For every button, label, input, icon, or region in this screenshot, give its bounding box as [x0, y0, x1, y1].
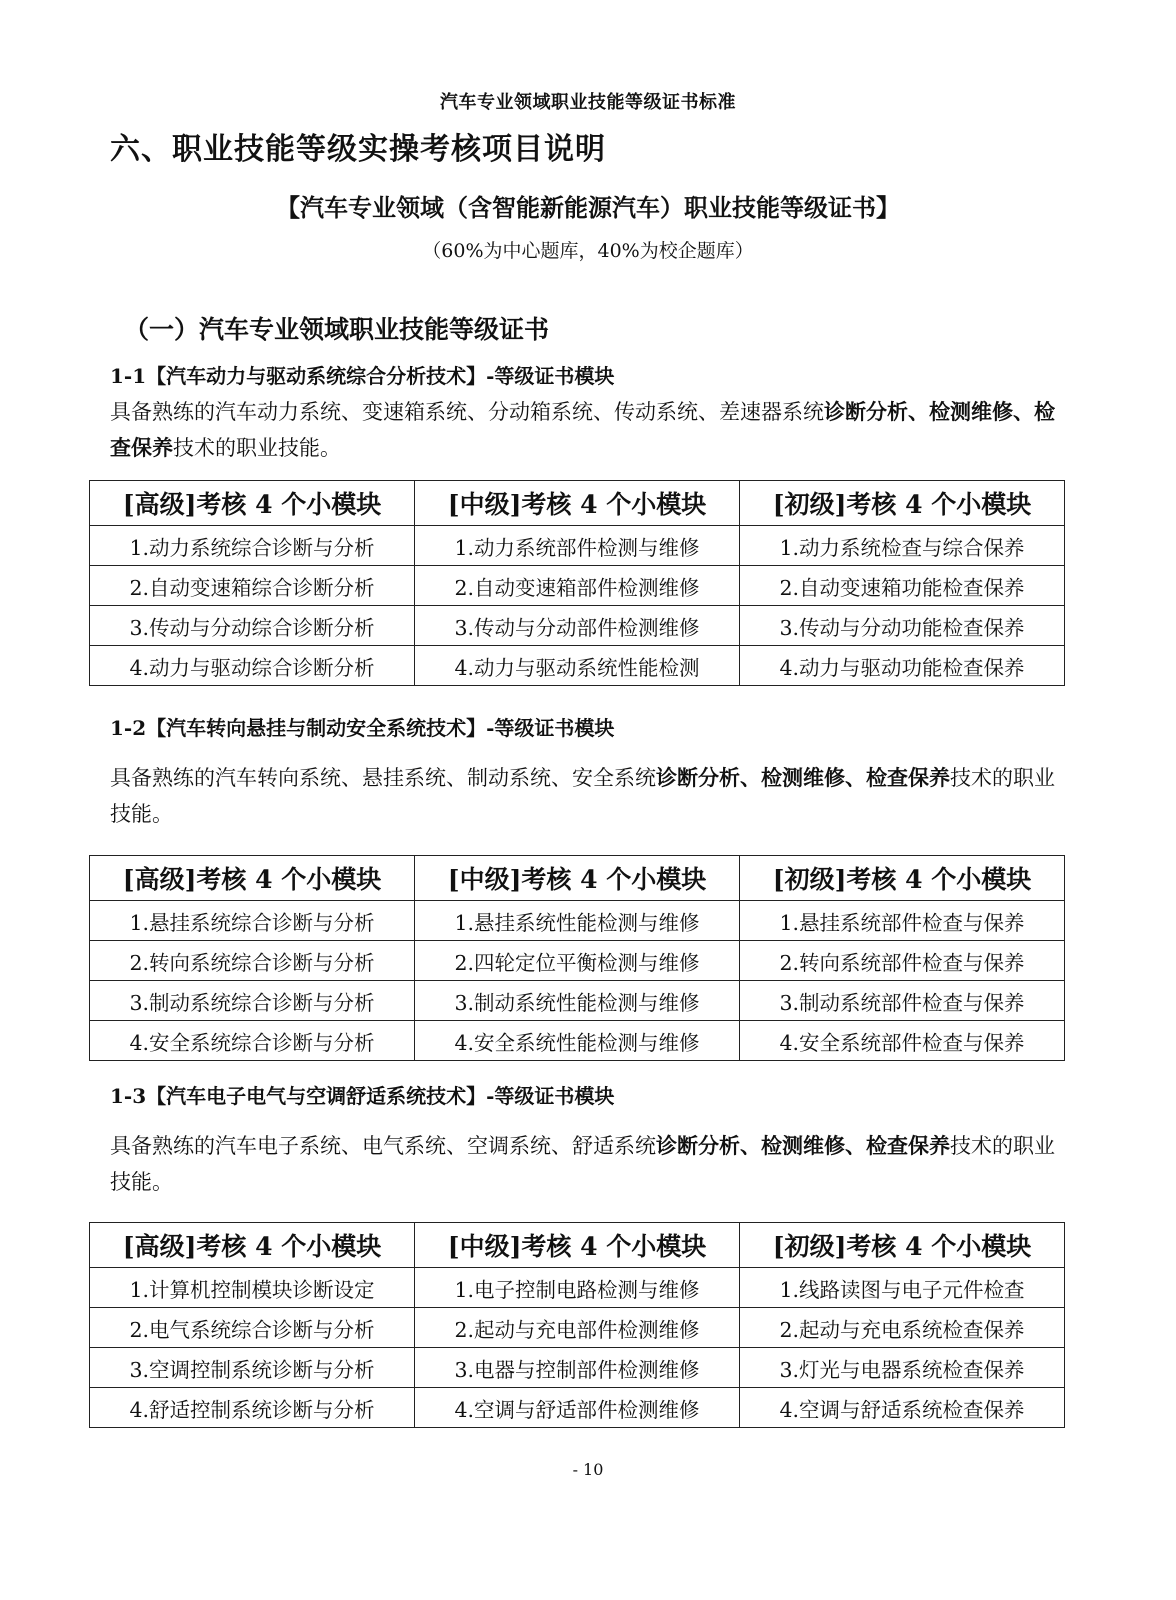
- module-heading: 1-3【汽车电子电气与空调舒适系统技术】-等级证书模块: [110, 1084, 615, 1108]
- description-text: 具备熟练的汽车动力系统、变速箱系统、分动箱系统、传动系统、差速器系统: [110, 400, 824, 424]
- header-advanced: [高级]考核 4 个小模块: [90, 1223, 415, 1268]
- table-cell: 3.制动系统性能检测与维修: [415, 981, 740, 1021]
- table-row: [90, 1268, 1065, 1308]
- table-cell: 3.传动与分动综合诊断分析: [90, 606, 415, 646]
- module-heading: 1-2【汽车转向悬挂与制动安全系统技术】-等级证书模块: [110, 716, 615, 740]
- section-title: 六、职业技能等级实操考核项目说明: [110, 132, 606, 167]
- table-row: [90, 646, 1065, 686]
- table-cell: 3.空调控制系统诊断与分析: [90, 1348, 415, 1388]
- table-row: [90, 1388, 1065, 1428]
- table-cell: 1.悬挂系统性能检测与维修: [415, 901, 740, 941]
- header-beginner: [初级]考核 4 个小模块: [740, 481, 1065, 526]
- table-cell: 1.动力系统检查与综合保养: [740, 526, 1065, 566]
- module-description: [110, 394, 1070, 466]
- running-header: 汽车专业领域职业技能等级证书标准: [440, 92, 736, 113]
- header-intermediate: [中级]考核 4 个小模块: [415, 481, 740, 526]
- description-tail: 技术的职业技能。: [173, 436, 341, 460]
- table-row: [90, 1308, 1065, 1348]
- table-cell: 1.动力系统部件检测与维修: [415, 526, 740, 566]
- module-description: [110, 1128, 1070, 1200]
- table-row: [90, 1021, 1065, 1061]
- table-header-row: [90, 1223, 1065, 1268]
- table-cell: 4.动力与驱动功能检查保养: [740, 646, 1065, 686]
- description-bold: 诊断分析、检测维修、检查保养: [656, 765, 950, 790]
- table-row: [90, 606, 1065, 646]
- table-cell: 2.起动与充电部件检测维修: [415, 1308, 740, 1348]
- table-cell: 2.自动变速箱部件检测维修: [415, 566, 740, 606]
- table-cell: 4.安全系统综合诊断与分析: [90, 1021, 415, 1061]
- certificate-title: 【汽车专业领域（含智能新能源汽车）职业技能等级证书】: [276, 193, 900, 222]
- table-row: [90, 941, 1065, 981]
- description-tail: 技术的职业技能。: [110, 1134, 1055, 1194]
- table-row: [90, 566, 1065, 606]
- table-cell: 3.灯光与电器系统检查保养: [740, 1348, 1065, 1388]
- table-cell: 3.电器与控制部件检测维修: [415, 1348, 740, 1388]
- table-cell: 3.制动系统部件检查与保养: [740, 981, 1065, 1021]
- table-row: [90, 901, 1065, 941]
- table-cell: 1.计算机控制模块诊断设定: [90, 1268, 415, 1308]
- table-cell: 4.动力与驱动综合诊断分析: [90, 646, 415, 686]
- table-row: [90, 1348, 1065, 1388]
- table-cell: 4.安全系统部件检查与保养: [740, 1021, 1065, 1061]
- page-number: - 10: [572, 1460, 604, 1479]
- table-cell: 1.悬挂系统部件检查与保养: [740, 901, 1065, 941]
- table-cell: 2.四轮定位平衡检测与维修: [415, 941, 740, 981]
- table-cell: 1.动力系统综合诊断与分析: [90, 526, 415, 566]
- table-cell: 3.传动与分动部件检测维修: [415, 606, 740, 646]
- table-cell: 4.安全系统性能检测与维修: [415, 1021, 740, 1061]
- description-bold: 诊断分析、检测维修、检查保养: [656, 1133, 950, 1158]
- description-text: 具备熟练的汽车转向系统、悬挂系统、制动系统、安全系统: [110, 766, 656, 790]
- header-advanced: [高级]考核 4 个小模块: [90, 481, 415, 526]
- table-cell: 1.电子控制电路检测与维修: [415, 1268, 740, 1308]
- table-cell: 2.转向系统综合诊断与分析: [90, 941, 415, 981]
- header-advanced: [高级]考核 4 个小模块: [90, 856, 415, 901]
- description-text: 具备熟练的汽车电子系统、电气系统、空调系统、舒适系统: [110, 1134, 656, 1158]
- table-cell: 3.制动系统综合诊断与分析: [90, 981, 415, 1021]
- module-heading: 1-1【汽车动力与驱动系统综合分析技术】-等级证书模块: [110, 364, 615, 388]
- table-cell: 2.转向系统部件检查与保养: [740, 941, 1065, 981]
- table-row: [90, 981, 1065, 1021]
- subsection-title: （一）汽车专业领域职业技能等级证书: [124, 315, 550, 344]
- table-cell: 3.传动与分动功能检查保养: [740, 606, 1065, 646]
- module-table: [89, 1222, 1065, 1428]
- module-table: [89, 480, 1065, 686]
- table-cell: 4.动力与驱动系统性能检测: [415, 646, 740, 686]
- table-cell: 4.舒适控制系统诊断与分析: [90, 1388, 415, 1428]
- module-table: [89, 855, 1065, 1061]
- table-header-row: [90, 856, 1065, 901]
- table-cell: 2.自动变速箱综合诊断分析: [90, 566, 415, 606]
- table-header-row: [90, 481, 1065, 526]
- table-cell: 2.电气系统综合诊断与分析: [90, 1308, 415, 1348]
- table-cell: 1.线路读图与电子元件检查: [740, 1268, 1065, 1308]
- module-description: [110, 760, 1070, 832]
- table-cell: 4.空调与舒适部件检测维修: [415, 1388, 740, 1428]
- header-beginner: [初级]考核 4 个小模块: [740, 856, 1065, 901]
- header-intermediate: [中级]考核 4 个小模块: [415, 1223, 740, 1268]
- header-beginner: [初级]考核 4 个小模块: [740, 1223, 1065, 1268]
- header-intermediate: [中级]考核 4 个小模块: [415, 856, 740, 901]
- description-bold: 诊断分析、检测维修、检查保养: [110, 399, 1055, 460]
- certificate-subtitle: （60%为中心题库，40%为校企题库）: [422, 240, 754, 262]
- table-cell: 2.起动与充电系统检查保养: [740, 1308, 1065, 1348]
- table-cell: 1.悬挂系统综合诊断与分析: [90, 901, 415, 941]
- table-cell: 4.空调与舒适系统检查保养: [740, 1388, 1065, 1428]
- table-row: [90, 526, 1065, 566]
- table-cell: 2.自动变速箱功能检查保养: [740, 566, 1065, 606]
- description-tail: 技术的职业技能。: [110, 766, 1055, 826]
